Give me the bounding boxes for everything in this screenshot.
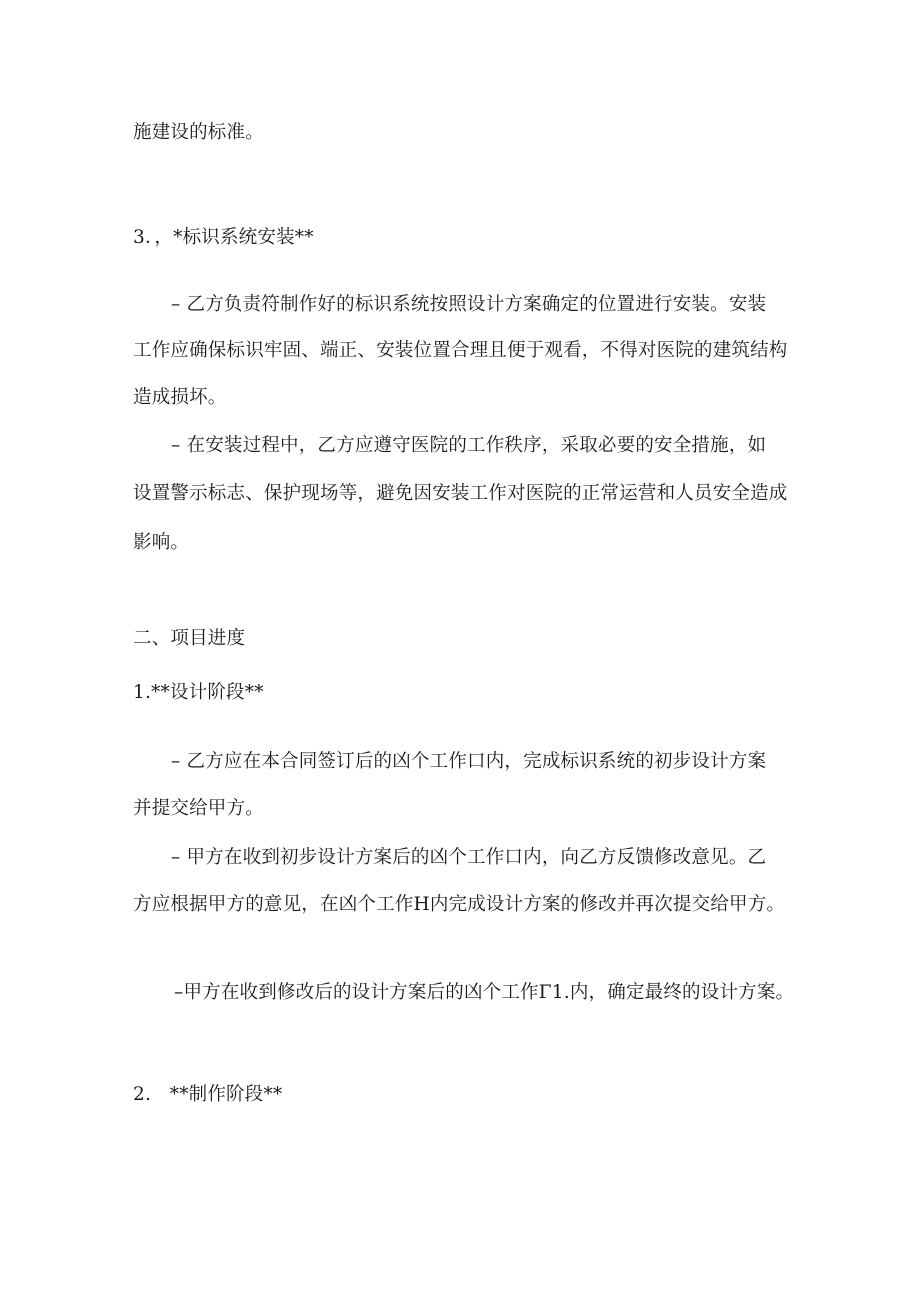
text-line: 工作应确保标识牢固、端正、安装位置合理且便于观看，不得对医院的建筑结构 [133,340,788,361]
text-line: 施建设的标准。 [133,122,264,143]
section-heading: 二、项目进度 [133,628,246,649]
text-line: 影响。 [133,532,190,553]
text-line: –甲方在收到修改后的设计方案后的凶个工作Γ1.内，确定最终的设计方案。 [174,982,795,1003]
text-line: 设置警示标志、保护现场等，避免因安装工作对医院的正常运营和人员安全造成 [133,483,788,504]
text-line: 造成损坏。 [133,387,227,408]
text-line: – 乙方应在本合同签订后的凶个工作口内，完成标识系统的初步设计方案 [171,751,767,772]
subsection-heading: 1.**设计阶段** [133,682,264,703]
text-line: – 甲方在收到初步设计方案后的凶个工作口内，向乙方反馈修改意见。乙 [171,847,767,868]
text-line: – 乙方负责符制作好的标识系统按照设计方案确定的位置进行安装。安装 [171,294,767,315]
text-line: 方应根据甲方的意见，在凶个工作H内完成设计方案的修改并再次提交给甲方。 [133,894,786,915]
section-heading: 3．，*标识系统安装** [133,227,314,248]
text-line: – 在安装过程中，乙方应遵守医院的工作秩序，采取必要的安全措施，如 [171,435,767,456]
subsection-heading: 2. **制作阶段** [133,1084,283,1105]
text-line: 并提交给甲方。 [133,798,264,819]
